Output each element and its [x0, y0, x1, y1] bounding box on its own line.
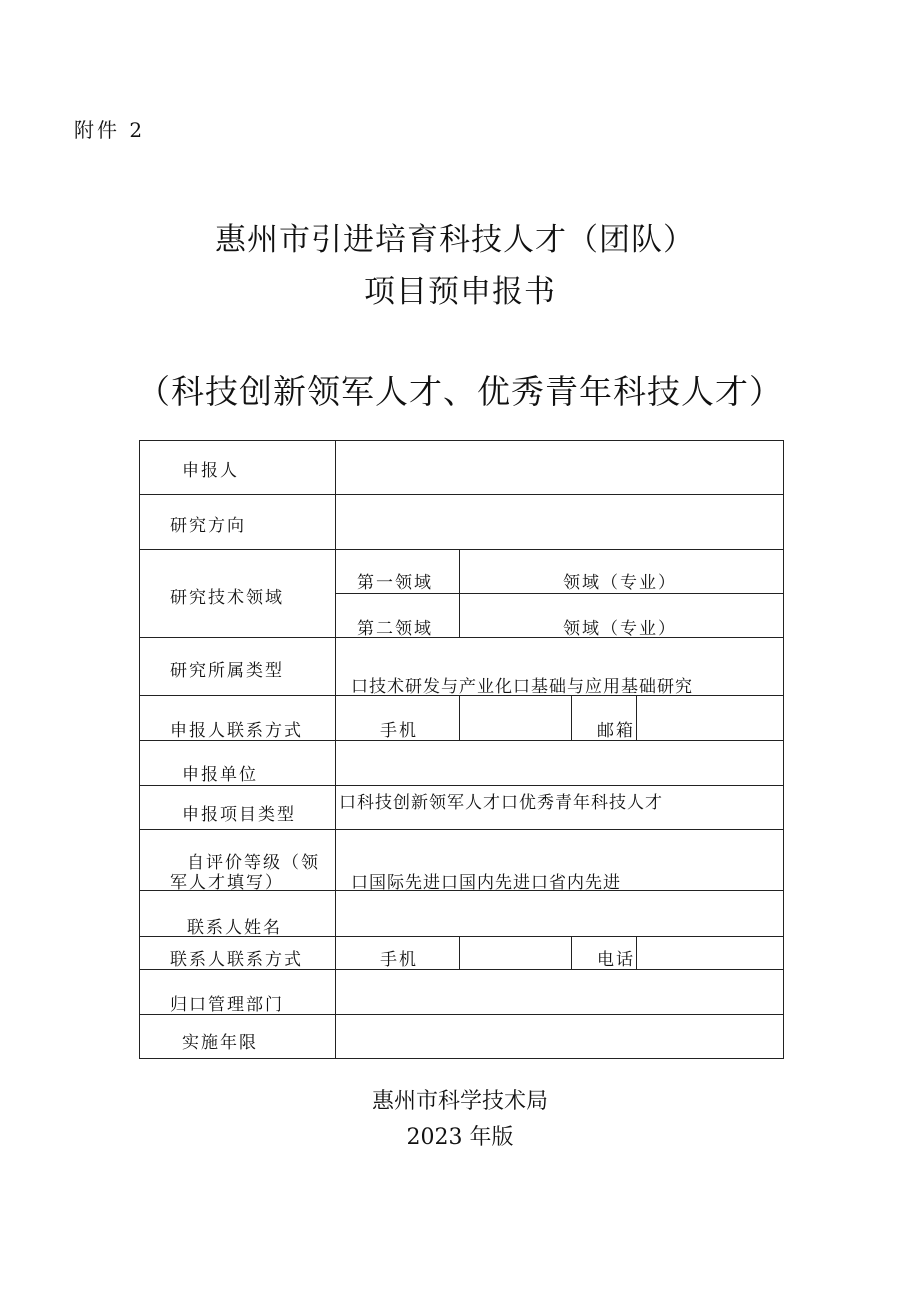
title-line-2: 项目预申报书 — [364, 274, 556, 310]
second-field-label: 第二领域 — [357, 619, 433, 639]
contact-name-label: 联系人姓名 — [187, 918, 282, 938]
contact-mobile-label: 手机 — [380, 950, 418, 970]
applicant-label: 申报人 — [182, 461, 239, 481]
phone-label: 电话 — [597, 950, 635, 970]
applicant-contact-label: 申报人联系方式 — [170, 721, 303, 741]
applicant-input[interactable] — [336, 441, 783, 494]
contact-phone-label: 联系人联系方式 — [170, 950, 303, 970]
research-field-label: 研究技术领域 — [170, 588, 284, 608]
attachment-label: 附件 2 — [74, 118, 146, 142]
table-border-bottom — [139, 1058, 784, 1059]
period-input[interactable] — [336, 1015, 783, 1058]
footer-organization: 惠州市科学技术局 — [371, 1089, 548, 1114]
table-border-right — [783, 440, 784, 1059]
column-divider — [571, 695, 572, 740]
first-field-label: 第一领域 — [357, 573, 433, 593]
row-divider — [335, 593, 784, 594]
research-type-label: 研究所属类型 — [170, 661, 284, 681]
email-input[interactable] — [637, 696, 783, 740]
row-divider — [139, 549, 784, 550]
self-eval-options[interactable]: 口国际先进口国内先进口省内先进 — [351, 873, 621, 893]
row-divider — [139, 785, 784, 786]
first-field-major-label[interactable]: 领域（专业） — [563, 573, 677, 593]
subtitle: （科技创新领军人才、优秀青年科技人才） — [137, 372, 783, 411]
unit-label: 申报单位 — [182, 765, 258, 785]
email-label: 邮箱 — [597, 721, 635, 741]
department-input[interactable] — [336, 970, 783, 1014]
contact-mobile-input[interactable] — [460, 937, 571, 969]
self-eval-label-line-2: 军人才填写） — [170, 873, 284, 893]
column-divider — [459, 549, 460, 637]
column-divider — [571, 936, 572, 969]
title-line-1: 惠州市引进培育科技人才（团队） — [215, 222, 695, 258]
phone-input[interactable] — [637, 937, 783, 969]
research-direction-label: 研究方向 — [170, 516, 246, 536]
department-label: 归口管理部门 — [170, 995, 284, 1015]
period-label: 实施年限 — [182, 1033, 258, 1053]
unit-input[interactable] — [336, 741, 783, 785]
applicant-mobile-input[interactable] — [460, 696, 571, 740]
table-border-left — [139, 440, 140, 1059]
second-field-major-label[interactable]: 领域（专业） — [563, 619, 677, 639]
project-type-options[interactable]: 口科技创新领军人才口优秀青年科技人才 — [339, 793, 663, 813]
row-divider — [139, 637, 784, 638]
footer-version: 2023 年版 — [406, 1125, 514, 1150]
research-type-options[interactable]: 口技术研发与产业化口基础与应用基础研究 — [351, 677, 693, 697]
application-form-table — [139, 440, 784, 1059]
row-divider — [139, 829, 784, 830]
applicant-mobile-label: 手机 — [380, 721, 418, 741]
self-eval-label-line-1: 自评价等级（领 — [187, 853, 320, 873]
research-direction-input[interactable] — [336, 495, 783, 549]
project-type-label: 申报项目类型 — [182, 805, 296, 825]
contact-name-input[interactable] — [336, 891, 783, 936]
